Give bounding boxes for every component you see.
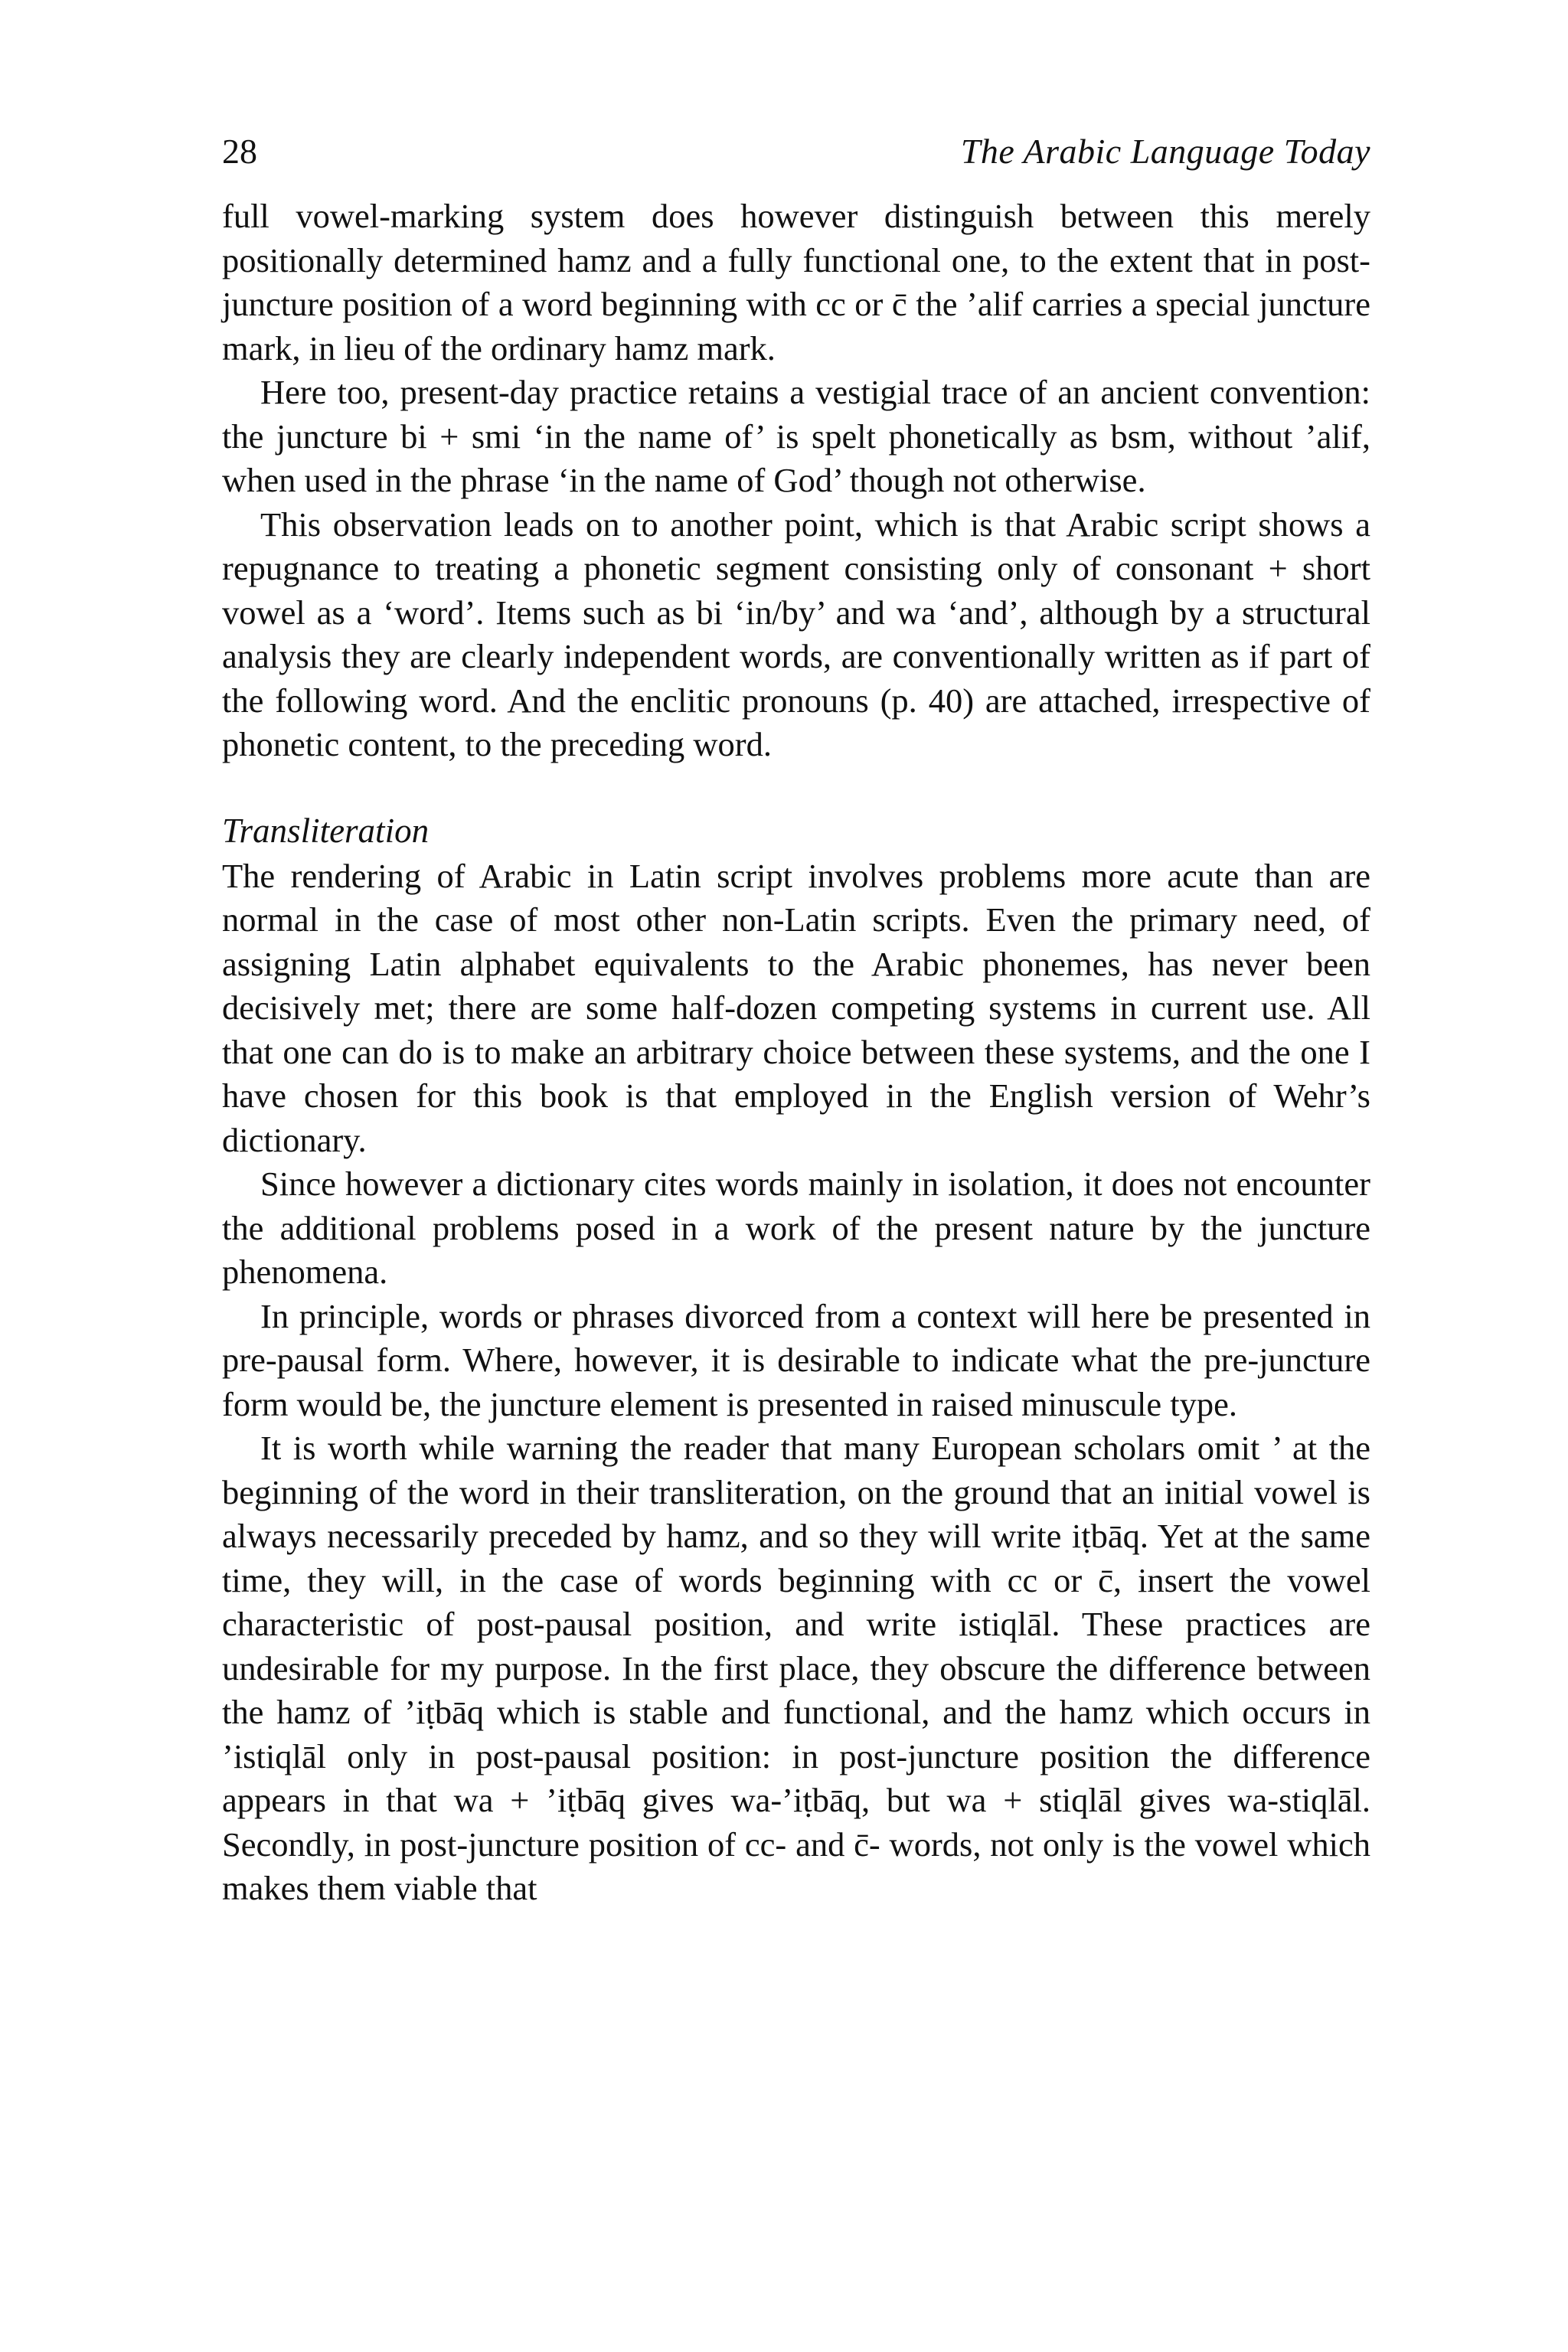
paragraph: It is worth while warning the reader that many European scholars omit ’ at the beginning of the word in their transliteration, on the ground that an initial vowel is always necessarily preceded by hamz, and so they will write iṭbāq. Yet at the same time, they will, in the case of words beginning with cc or c̄, insert the vowel characteristic of post-pausal position, and write istiqlāl. These practices are undesirable for my purpose. In the first place, they obscure the difference between the hamz of ’iṭbāq which is stable and functional, and the hamz which occurs in ’istiqlāl only in post-pausal position: in post-juncture position the difference appears in that wa + ’iṭbāq gives wa-’iṭbāq, but wa + stiqlāl gives wa-stiqlāl. Secondly, in post-juncture position of cc- and c̄- words, not only is the vowel which makes them viable that xyxy=(222,1429,1370,1907)
running-title: The Arabic Language Today xyxy=(960,132,1370,171)
paragraph: In principle, words or phrases divorced from a context will here be presented in pre-pausal form. Where, however, it is desirable to indicate what the pre-juncture form would be, the juncture element is presented in raised minuscule type. xyxy=(222,1296,1370,1423)
running-head xyxy=(222,129,1370,184)
paragraph: Since however a dictionary cites words mainly in isolation, it does not encounter the additional problems posed in a work of the present nature by the juncture phenomena. xyxy=(222,1165,1370,1291)
paragraph: This observation leads on to another point, which is that Arabic script shows a repugnance to treating a phonetic segment consisting only of consonant + short vowel as a ‘word’. Items such as bi ‘in/by’ and wa ‘and’, although by a structural analysis they are clearly independent words, are conventionally written as if part of the following word. And the enclitic pronouns (p. 40) are attached, irrespective of phonetic content, to the preceding word. xyxy=(222,505,1370,763)
paragraph: Here too, present-day practice retains a vestigial trace of an ancient convention: the juncture bi + smi ‘in the name of’ is spelt phonetically as bsm, without ’alif, when used in the phrase ‘in the name of God’ though not otherwise. xyxy=(222,373,1370,499)
section-heading: Transliteration xyxy=(222,811,430,850)
paragraph-continued: full vowel-marking system does however distinguish between this merely positionally determined hamz and a fully functional one, to the extent that in post-juncture position of a word beginning with cc or c̄ the ’alif carries a special juncture mark, in lieu of the ordinary hamz mark. xyxy=(222,197,1370,368)
paragraph: The rendering of Arabic in Latin script involves problems more acute than are normal in the case of most other non-Latin scripts. Even the primary need, of assigning Latin alphabet equivalents to the Arabic phonemes, has never been decisively met; there are some half-dozen competing systems in current use. All that one can do is to make an arbitrary choice between these systems, and the one I have chosen for this book is that employed in the English version of Wehr’s dictionary. xyxy=(222,856,1370,1159)
body-text xyxy=(222,194,1370,1911)
page-number: 28 xyxy=(222,132,257,171)
page xyxy=(222,129,1370,1911)
